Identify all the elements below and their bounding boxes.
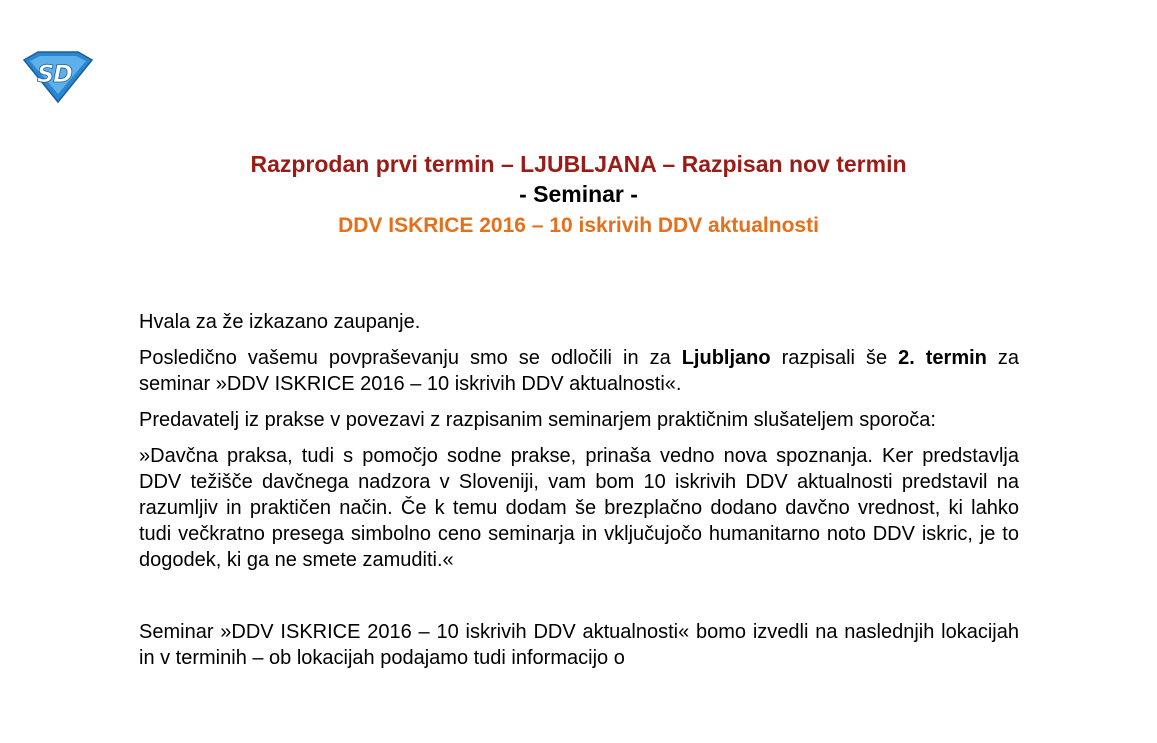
svg-text:D: D xyxy=(53,60,73,88)
paragraph-lecturer: Predavatelj iz prakse v povezavi z razpisanim seminarjem praktičnim slušateljem sporoča: xyxy=(139,409,936,431)
spacer xyxy=(139,583,1019,619)
paragraph-locations: Seminar »DDV ISKRICE 2016 – 10 iskrivih DDV aktualnosti« bomo izvedli na naslednjih lokacijah in v terminih – ob lokacijah podajamo tudi informacijo o xyxy=(139,621,1019,669)
paragraph-thanks: Hvala za že izkazano zaupanje. xyxy=(139,311,421,333)
heading-seminar-title: DDV ISKRICE 2016 – 10 iskrivih DDV aktualnosti xyxy=(338,214,819,237)
document-body xyxy=(139,309,1019,681)
text-fragment: Posledično vašemu povpraševanju smo se odločili in za xyxy=(139,347,682,369)
paragraph-quote: »Davčna praksa, tudi s pomočjo sodne prakse, prinaša vedno nova spoznanja. Ker predstavlja DDV težišče davčnega nadzora v Sloveniji, vam bom 10 iskrivih DDV aktualnosti predstavil na razumljiv in praktičen način. Če k temu dodam še brezplačno dodano davčno vrednost, ki lahko tudi večkratno presega simbolno ceno seminarja in vključujočo humanitarno noto DDV iskric, je to dogodek, ki ga ne smete zamuditi.« xyxy=(139,445,1019,571)
sd-logo-icon xyxy=(20,50,96,104)
paragraph-announcement xyxy=(139,345,1019,397)
heading-line-1: Razprodan prvi termin – LJUBLJANA – Razpisan nov termin xyxy=(250,151,907,177)
text-fragment: razpisali še xyxy=(770,347,899,369)
text-fragment: za seminar »DDV ISKRICE 2016 – 10 iskrivih DDV aktualnosti«. xyxy=(139,347,1020,395)
heading-seminar: - Seminar - xyxy=(519,181,638,207)
text-city: Ljubljano xyxy=(681,347,771,369)
svg-text:S: S xyxy=(37,60,55,88)
text-term: 2. termin xyxy=(898,347,987,369)
